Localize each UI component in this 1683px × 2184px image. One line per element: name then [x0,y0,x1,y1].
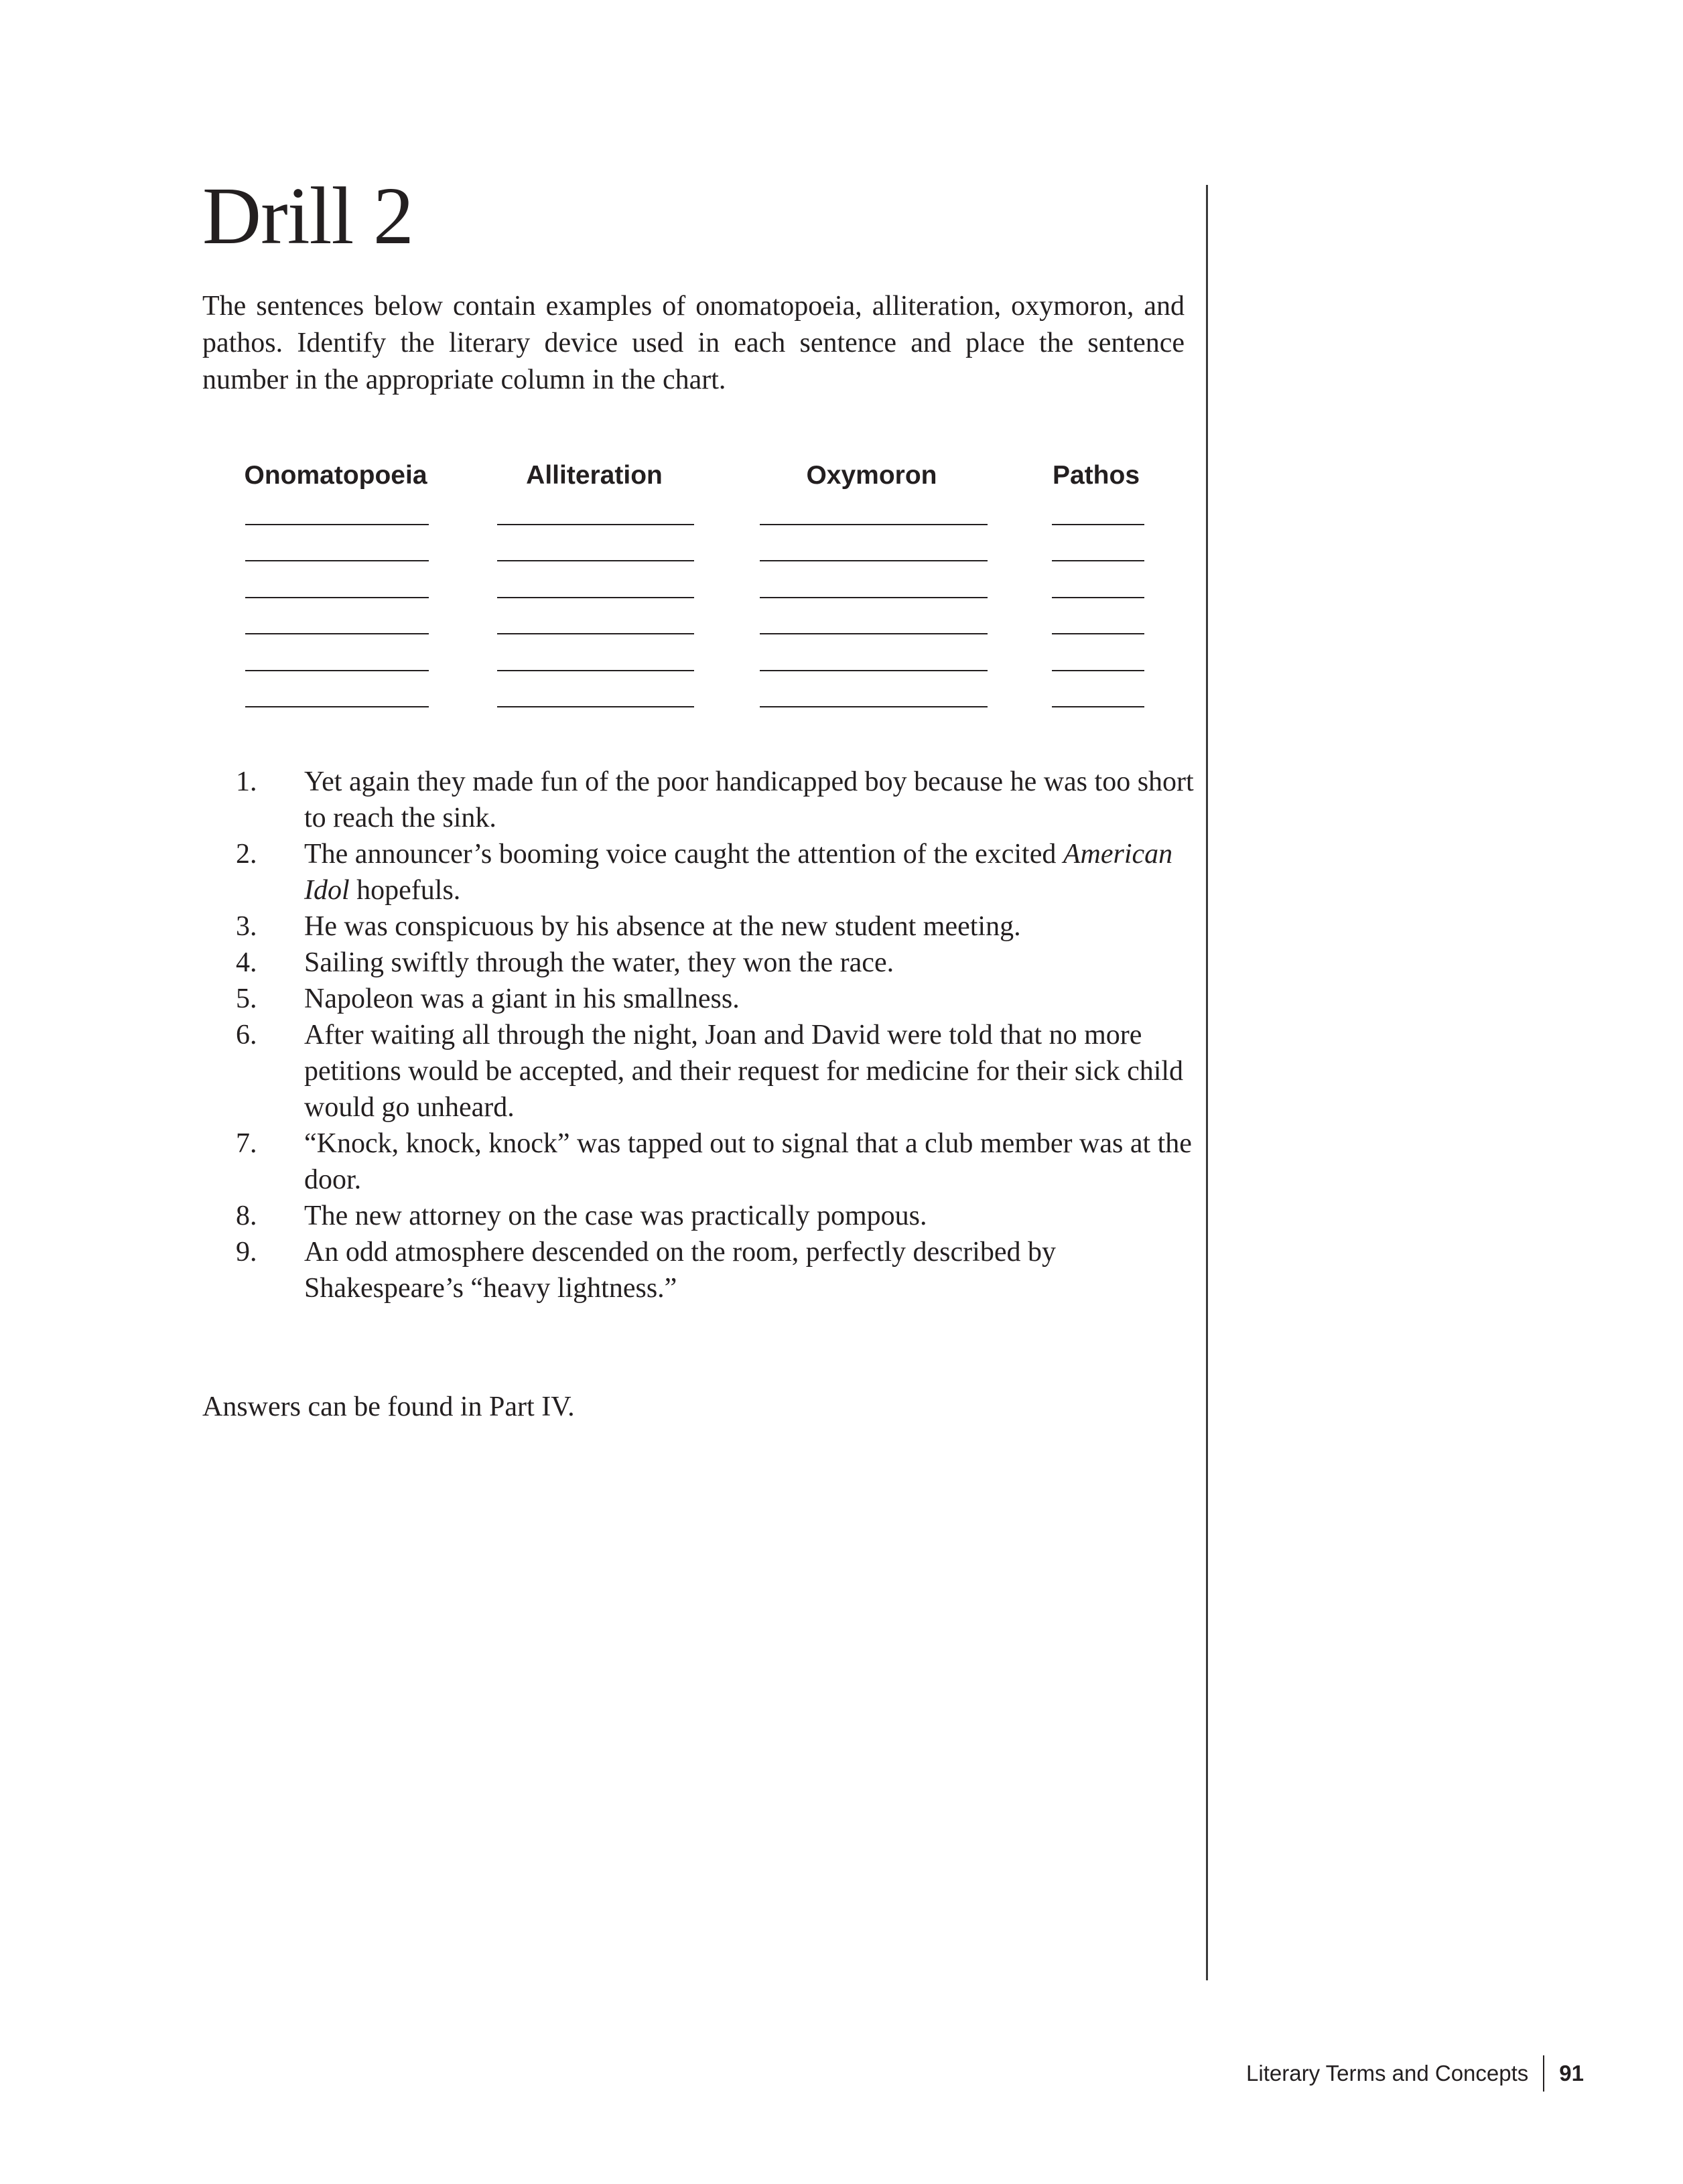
list-item [202,1198,1194,1234]
answer-blank-pathos [1052,560,1144,561]
sentence-number: 6. [236,1020,257,1050]
sentence-number: 9. [236,1237,257,1268]
answer-blank-alliteration [497,597,694,598]
answer-blank-oxymoron [760,633,988,634]
list-item [202,981,1194,1017]
answer-blank-onomatopoeia [245,597,429,598]
answer-blank-oxymoron [760,524,988,525]
sentence-number: 3. [236,911,257,942]
answer-blank-onomatopoeia [245,706,429,707]
sentence-text: After waiting all through the night, Joan and David were told that no more petitions would be accepted, and their request for medicine for their sick child would go unheard. [304,1020,1184,1123]
list-item [202,764,1194,836]
answer-blank-alliteration [497,633,694,634]
list-item [202,908,1194,945]
sentence-text: Yet again they made fun of the poor handicapped boy because he was too short to reach the sink. [304,766,1194,833]
margin-rule [1206,185,1208,1980]
sentence-text-part: The announcer’s booming voice caught the attention of the excited [304,839,1063,870]
sentence-text: An odd atmosphere descended on the room, perfectly described by Shakespeare’s “heavy lightness.” [304,1237,1056,1304]
sentence-text-part: hopefuls. [349,875,461,906]
list-item [202,836,1194,908]
sentence-number: 2. [236,839,257,870]
answer-blank-onomatopoeia [245,633,429,634]
answer-blank-oxymoron [760,597,988,598]
answer-blank-onomatopoeia [245,670,429,671]
answer-blank-onomatopoeia [245,560,429,561]
column-header-onomatopoeia: Onomatopoeia [244,461,427,490]
column-header-pathos: Pathos [1052,461,1140,490]
sentence-number: 4. [236,947,257,978]
page-title: Drill 2 [202,171,413,261]
answer-blank-pathos [1052,524,1144,525]
sentence-text: Sailing swiftly through the water, they won the race. [304,947,894,978]
sentence-text: The new attorney on the case was practically pompous. [304,1201,927,1231]
answer-blank-onomatopoeia [245,524,429,525]
page-footer [1246,2055,1584,2092]
answers-note: Answers can be found in Part IV. [202,1391,575,1422]
answer-blank-oxymoron [760,560,988,561]
sentence-text [304,836,1194,908]
answer-blank-alliteration [497,670,694,671]
page-number: 91 [1559,2061,1584,2086]
list-item [202,1234,1194,1306]
sentence-number: 8. [236,1201,257,1231]
answer-blank-alliteration [497,560,694,561]
sentence-number: 1. [236,766,257,797]
answer-blank-pathos [1052,706,1144,707]
list-item [202,1017,1194,1125]
answer-blank-oxymoron [760,670,988,671]
sentence-number: 5. [236,983,257,1014]
instructions: The sentences below contain examples of onomatopoeia, alliteration, oxymoron, and pathos. Identify the literary device used in each sentence and place the sentence number in the appropriate column in the chart. [202,291,1185,395]
answer-blank-pathos [1052,597,1144,598]
footer-divider [1543,2055,1544,2092]
list-item [202,1125,1194,1198]
sentence-list [202,764,1194,1306]
sentence-number: 7. [236,1128,257,1159]
answer-blank-alliteration [497,524,694,525]
answer-blank-oxymoron [760,706,988,707]
list-item [202,945,1194,981]
sentence-text: “Knock, knock, knock” was tapped out to signal that a club member was at the door. [304,1128,1192,1195]
column-header-alliteration: Alliteration [526,461,663,490]
answer-blank-pathos [1052,670,1144,671]
sentence-text: He was conspicuous by his absence at the new student meeting. [304,911,1021,942]
running-footer-title: Literary Terms and Concepts [1246,2061,1529,2086]
answer-blank-alliteration [497,706,694,707]
column-header-oxymoron: Oxymoron [806,461,937,490]
answer-blank-pathos [1052,633,1144,634]
show-title: American Idol [304,839,1173,906]
sentence-text: Napoleon was a giant in his smallness. [304,983,740,1014]
